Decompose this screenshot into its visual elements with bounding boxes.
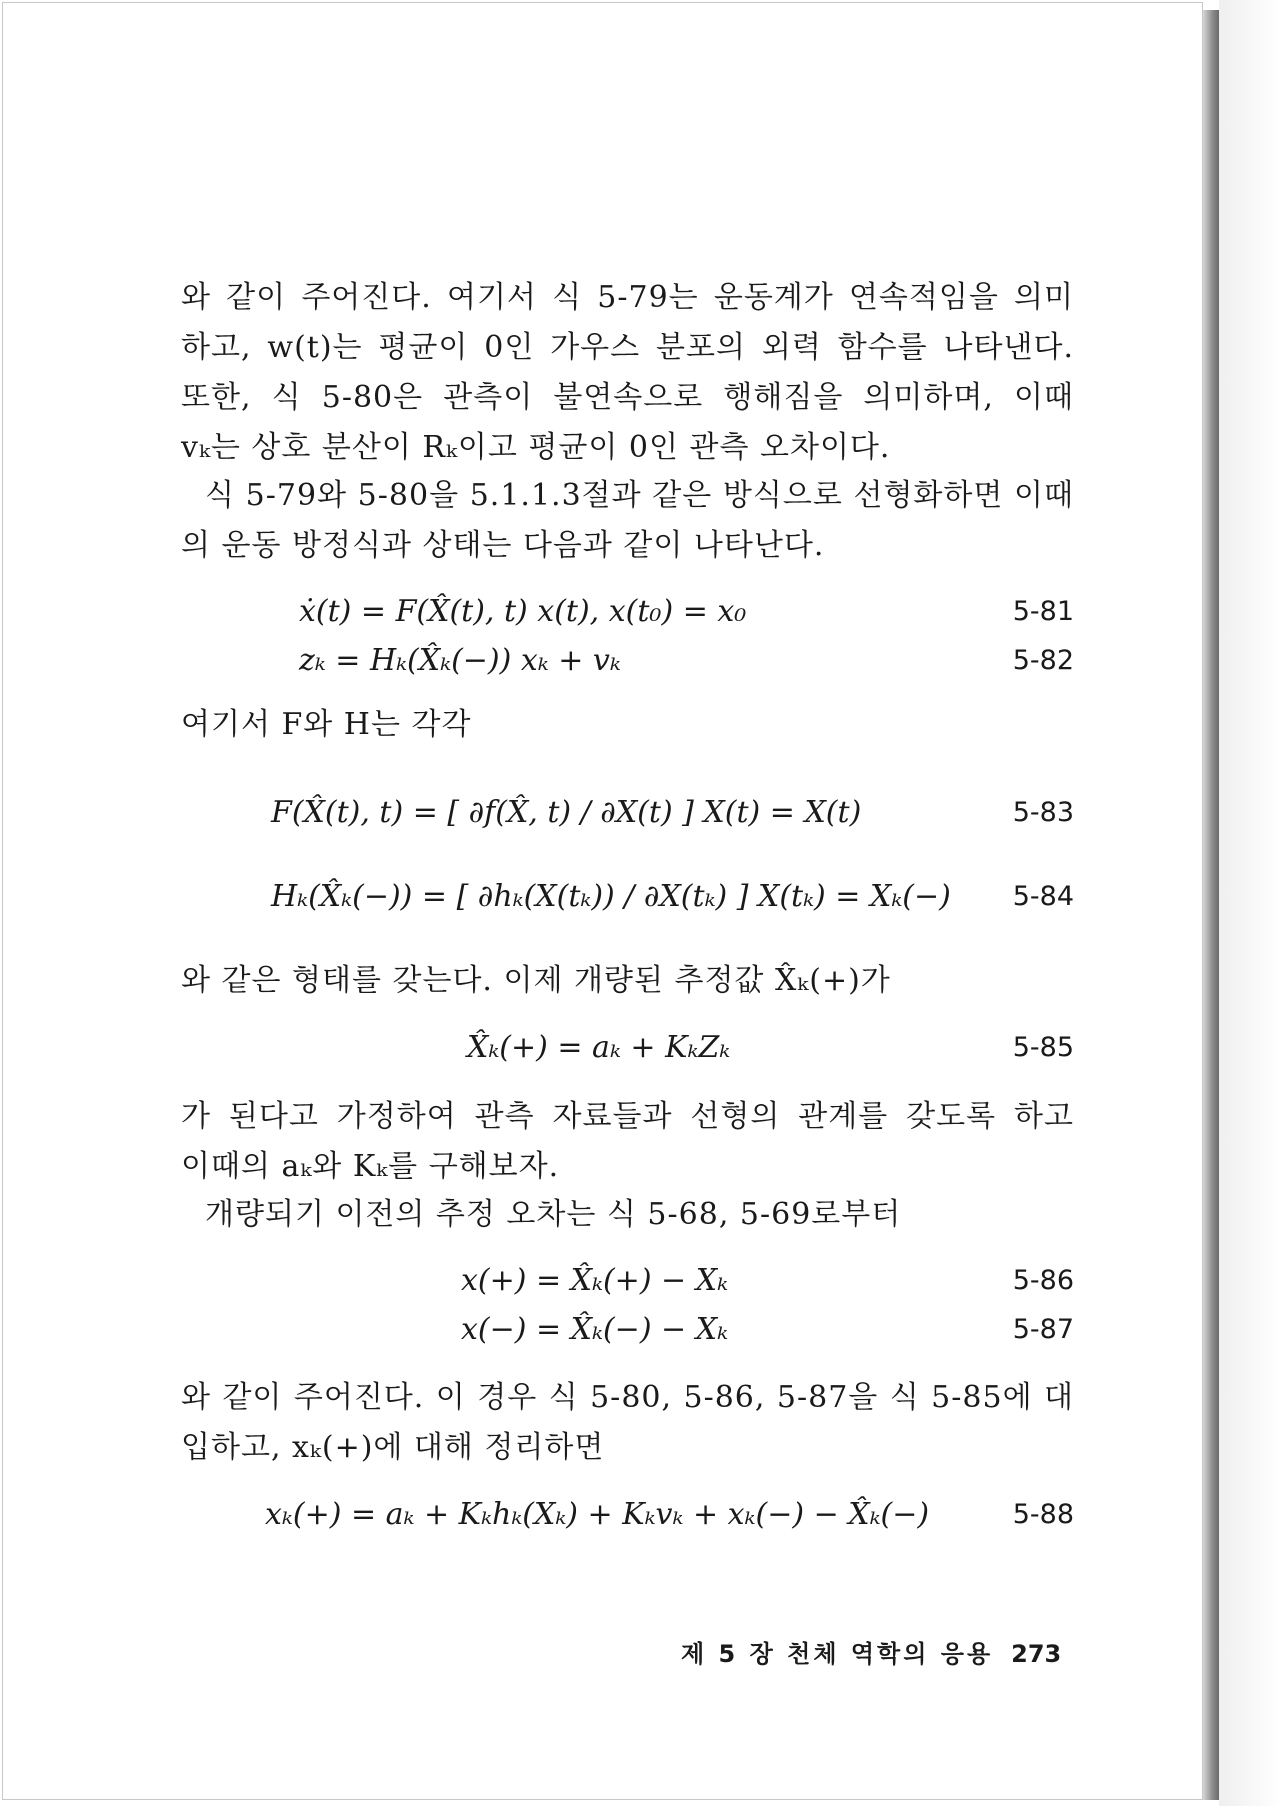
equation-number: 5-85 xyxy=(1012,1032,1074,1063)
page-footer xyxy=(681,1634,1061,1669)
equation-5-86 xyxy=(3,1256,1204,1306)
equation-5-84 xyxy=(3,847,1204,947)
equation-number: 5-82 xyxy=(1012,645,1074,676)
equation-number: 5-83 xyxy=(1012,797,1074,828)
paragraph-7 xyxy=(181,1373,1074,1473)
paragraph-3 xyxy=(181,700,1074,750)
equation-number: 5-86 xyxy=(1012,1265,1074,1296)
equation-number: 5-84 xyxy=(1012,881,1074,912)
page-number: 273 xyxy=(1011,1640,1062,1668)
paragraph-5 xyxy=(181,1092,1074,1192)
text-line: 와 같은 형태를 갖는다. 이제 개량된 추정값 X̂ₖ(+)가 xyxy=(181,963,891,998)
equation-number: 5-87 xyxy=(1012,1314,1074,1345)
equation-expression: zₖ = Hₖ(X̂ₖ(−)) xₖ + vₖ xyxy=(299,643,621,678)
paragraph-6 xyxy=(181,1190,1074,1240)
equation-5-82 xyxy=(3,636,1204,686)
equation-5-88 xyxy=(3,1490,1204,1540)
equation-5-81 xyxy=(3,587,1204,637)
text-line: vₖ는 상호 분산이 Rₖ이고 평균이 0인 관측 오차이다. xyxy=(181,430,891,465)
equation-expression: Hₖ(X̂ₖ(−)) = [ ∂hₖ(X(tₖ)) / ∂X(tₖ) ] X(tₖ) = Xₖ(−) xyxy=(271,879,951,914)
text-line: 입하고, xₖ(+)에 대해 정리하면 xyxy=(181,1430,605,1465)
paragraph-1 xyxy=(181,273,1074,473)
text-line: 와 같이 주어진다. 이 경우 식 5-80, 5-86, 5-87을 식 5-85에 대 xyxy=(181,1380,1074,1415)
background-margin xyxy=(1219,0,1281,1806)
equation-5-85 xyxy=(3,1023,1204,1073)
equation-number: 5-81 xyxy=(1012,596,1074,627)
equation-expression: ẋ(t) = F(X̂(t), t) x(t), x(t₀) = x₀ xyxy=(299,594,747,629)
text-line: 여기서 F와 H는 각각 xyxy=(181,707,472,742)
equation-expression: x(+) = X̂ₖ(+) − Xₖ xyxy=(461,1263,729,1298)
text-line: 와 같이 주어진다. 여기서 식 5-79는 운동계가 연속적임을 의미 xyxy=(181,280,1074,315)
text-line: 이때의 aₖ와 Kₖ를 구해보자. xyxy=(181,1149,560,1184)
text-line: 식 5-79와 5-80을 5.1.1.3절과 같은 방식으로 선형화하면 이때 xyxy=(205,478,1074,513)
equation-5-87 xyxy=(3,1305,1204,1355)
document-page xyxy=(2,2,1203,1800)
page-edge-shadow xyxy=(1203,10,1219,1800)
paragraph-4 xyxy=(181,956,1074,1006)
text-line: 가 된다고 가정하여 관측 자료들과 선형의 관계를 갖도록 하고 xyxy=(181,1099,1074,1134)
paragraph-2 xyxy=(181,471,1074,571)
equation-expression: x(−) = X̂ₖ(−) − Xₖ xyxy=(461,1312,729,1347)
equation-expression: F(X̂(t), t) = [ ∂f(X̂, t) / ∂X(t) ] X(t) = X(t) xyxy=(271,795,862,830)
equation-expression: X̂ₖ(+) = aₖ + KₖZₖ xyxy=(467,1030,731,1065)
equation-expression: xₖ(+) = aₖ + Kₖhₖ(Xₖ) + Kₖvₖ + xₖ(−) − X̂ₖ(−) xyxy=(265,1497,930,1532)
equation-number: 5-88 xyxy=(1012,1499,1074,1530)
text-line: 또한, 식 5-80은 관측이 불연속으로 행해짐을 의미하며, 이때 xyxy=(181,380,1074,415)
text-line: 하고, w(t)는 평균이 0인 가우스 분포의 외력 함수를 나타낸다. xyxy=(181,330,1074,365)
text-line: 의 운동 방정식과 상태는 다음과 같이 나타난다. xyxy=(181,528,825,563)
text-line: 개량되기 이전의 추정 오차는 식 5-68, 5-69로부터 xyxy=(205,1197,902,1232)
chapter-title: 제 5 장 천체 역학의 응용 xyxy=(681,1640,994,1668)
